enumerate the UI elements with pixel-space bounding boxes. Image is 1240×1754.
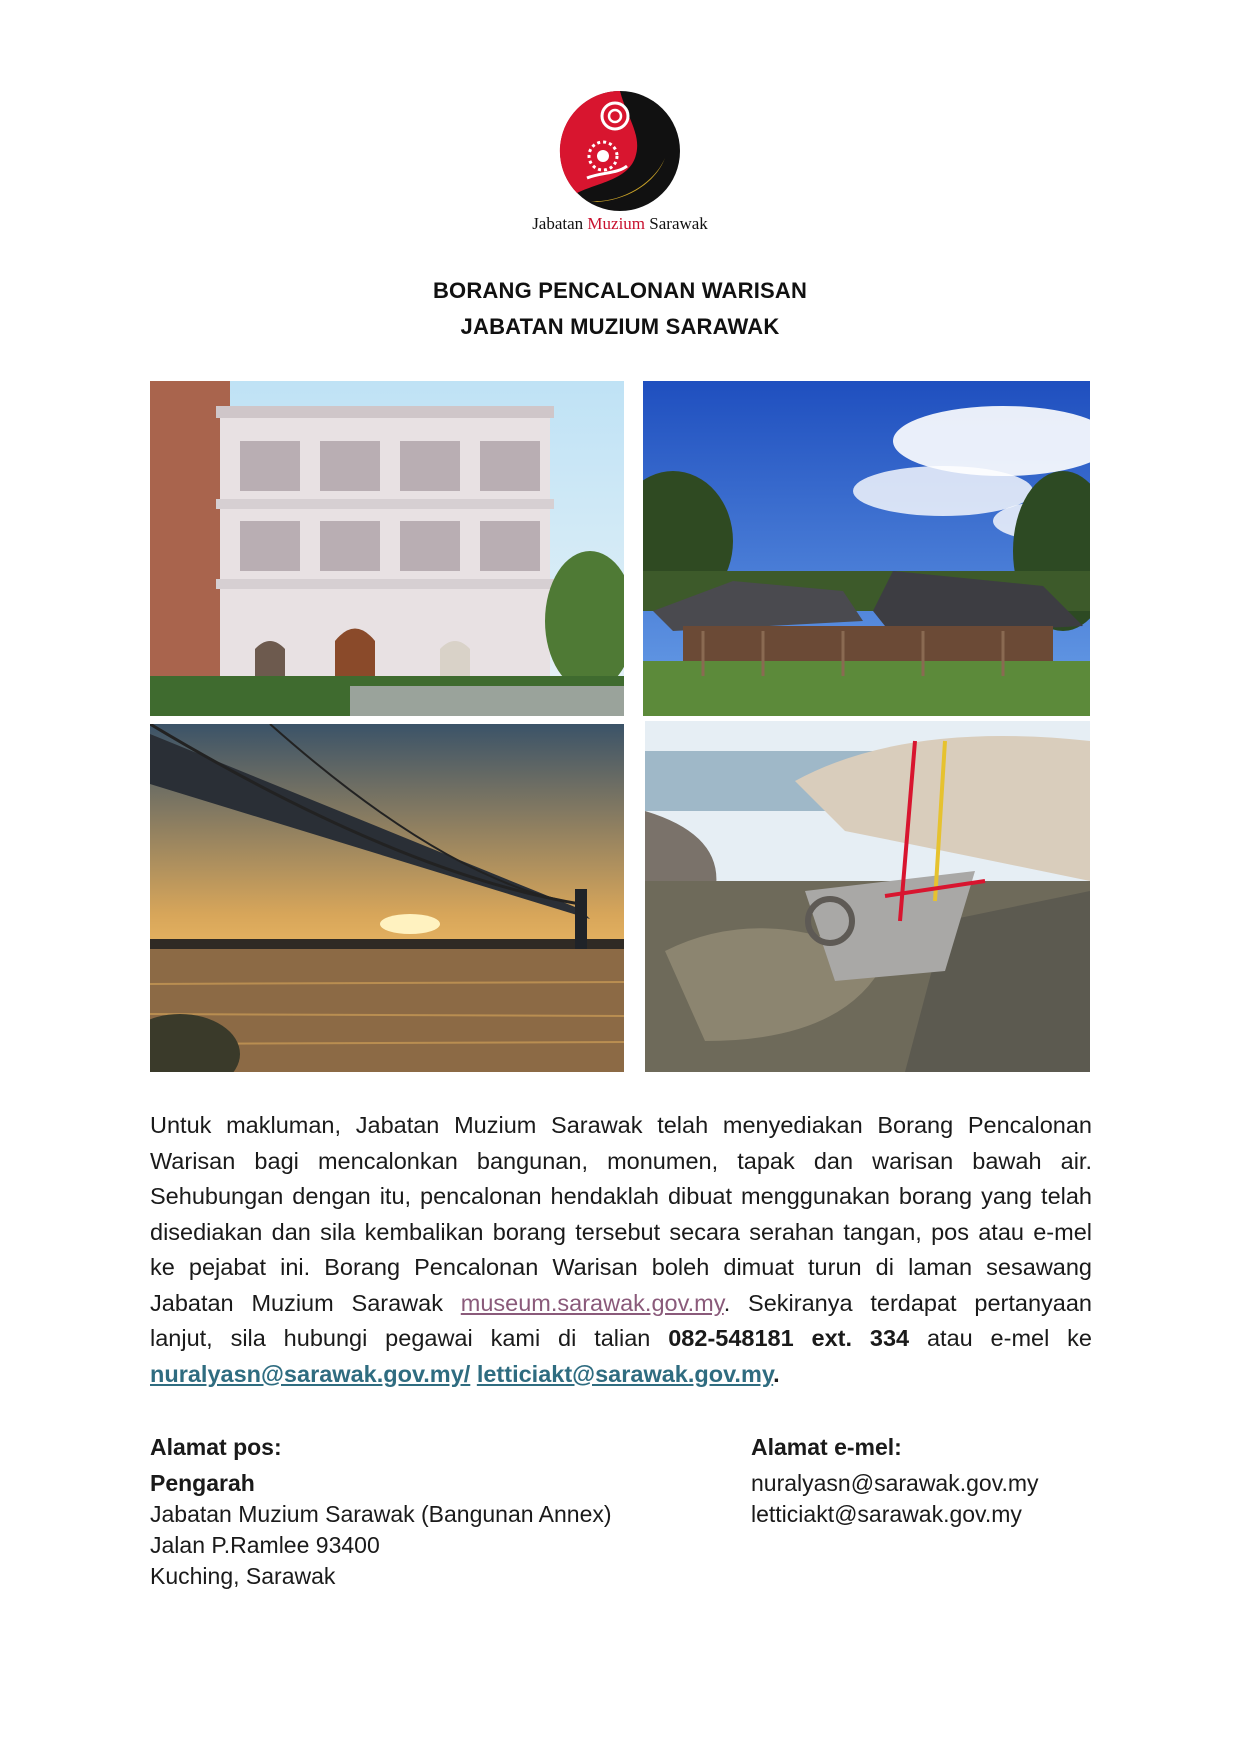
logo-caption: Jabatan Muzium Sarawak <box>532 214 708 233</box>
page-title-line1: BORANG PENCALONAN WARISAN <box>432 278 808 303</box>
jabatan-muzium-logo <box>557 88 683 214</box>
logo-caption-accent: Muzium <box>587 214 646 233</box>
photo-longhouse <box>643 381 1090 716</box>
page-title-line2: JABATAN MUZIUM SARAWAK <box>460 314 780 339</box>
email-address-block <box>751 1432 1039 1530</box>
phone-number: 082-548181 ext. 334 <box>668 1325 910 1351</box>
photo-heritage-building <box>150 381 624 716</box>
postal-line-2: Jalan P.Ramlee 93400 <box>150 1532 380 1558</box>
website-link[interactable]: museum.sarawak.gov.my <box>460 1289 724 1316</box>
info-paragraph: Untuk makluman, Jabatan Muzium Sarawak telah menyediakan Borang Pencalonan Warisan bagi mencalonkan bangunan, monumen, tapak dan warisan bawah air. Sehubungan dengan itu, pencalonan hendaklah dibuat menggunakan borang yang telah disediakan dan sila kembalikan borang tersebut secara serahan tangan, pos atau e-mel ke pejabat ini. Borang Pencalonan Warisan boleh dimuat turun di laman sesawang Jabatan Muzium Sarawak museum.sarawak.gov.my. Sekiranya terdapat pertanyaan lanjut, sila hubungi pegawai kami di talian 082-548181 ext. 334 atau e-mel ke nuralyasn@sarawak.gov.my/ letticiakt@sarawak.gov.my. <box>150 1112 1092 1387</box>
email-heading: Alamat e-mel: <box>751 1434 902 1460</box>
email-address-2[interactable]: letticiakt@sarawak.gov.my <box>751 1501 1022 1527</box>
photo-suspension-bridge <box>150 724 624 1072</box>
postal-line-3: Kuching, Sarawak <box>150 1563 336 1589</box>
postal-line-1: Jabatan Muzium Sarawak (Bangunan Annex) <box>150 1501 612 1527</box>
email-address-1[interactable]: nuralyasn@sarawak.gov.my <box>751 1470 1039 1496</box>
email-link-2[interactable]: letticiakt@sarawak.gov.my <box>476 1360 774 1387</box>
postal-recipient: Pengarah <box>150 1470 255 1496</box>
photo-shipwreck-site <box>645 721 1090 1072</box>
email-link-1[interactable]: nuralyasn@sarawak.gov.my/ <box>150 1360 471 1387</box>
postal-address <box>150 1432 612 1592</box>
postal-heading: Alamat pos: <box>150 1434 282 1460</box>
